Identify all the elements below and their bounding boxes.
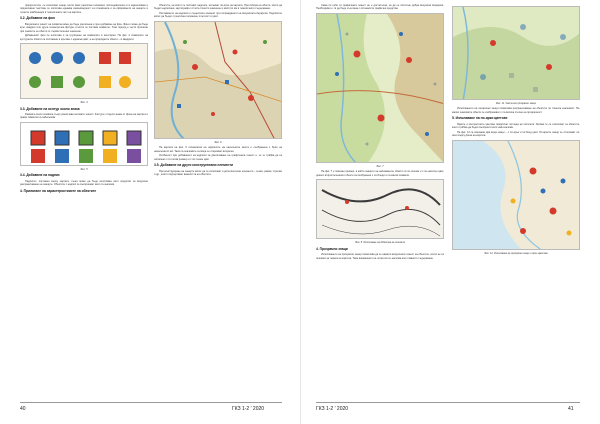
- figure-5: [20, 122, 148, 166]
- figure-12-map-graphic: [453, 141, 580, 250]
- section-heading: 3.2. Добавяне на фон: [20, 16, 55, 21]
- figure-7-map: [316, 13, 444, 163]
- figure-6-map: [154, 21, 282, 139]
- right-page: [300, 0, 600, 424]
- figure-8-map-graphic: [317, 180, 444, 239]
- section-heading: 4. Прилагане на характеристиките на обектите: [20, 188, 97, 193]
- figure-4-icons: [21, 44, 148, 99]
- figure-8-map: [316, 179, 444, 239]
- section-heading: 3.5. Добавяне на други конструктивни елементи: [154, 163, 233, 168]
- page-number: 40: [20, 406, 26, 412]
- figure-4: [20, 43, 148, 99]
- paragraph: Сама по себе си графичната тежест не е достатъчна, за да се постигне добра визуална йерархия. Необходимо е тя да бъде съчетана с останалите графични средства.: [316, 4, 444, 11]
- paragraph: Обектите, на които се поставят надписи, изпъкват по-ясно на картата. При избора на обекти, които да бъдат надписани, картографът отчита тяхното значение и мястото им в тематичното съдържание.: [154, 4, 282, 11]
- figure-caption: Фиг. 7: [376, 164, 384, 168]
- figure-5-icons: [21, 123, 148, 166]
- paragraph: Надписът, поставен върху картата, също може да бъде използван като средство за визуално разграничаване на знаците. Обектите с надпис се възприемат като по-значими.: [20, 179, 148, 187]
- figure-7-map-graphic: [317, 14, 444, 163]
- figure-caption: Фиг. 12. Използване на прозрачни знаци и ярки цветове: [484, 251, 548, 255]
- figure-12-map: [452, 140, 580, 250]
- figure-caption: Фиг. 5: [80, 167, 88, 171]
- left-col-2: [154, 4, 282, 402]
- paragraph: Визуалната тежест на символа може да бъде увеличена и чрез добавяне на фон. Фонът може да бъде кръг, квадрат или друга геометрична фигура, в която се поставя символът. Този подход е често прилаган при значките за обекти от първостепенно значение.: [20, 22, 148, 33]
- paragraph: Особеност при добавянето на надписи за увеличаване на графичната тежест е, че те трябва да са изписани с по-голям размер и с по-тъмен цвят.: [154, 154, 282, 161]
- paragraph: приоритетите, се използват знаци, които имат различна големина; последователно и в надзаглавни и подзаглавни текстове се използва еднаква закономерност за големината и за оформянето на знаците и техните комбинации в тематичната част на картата.: [20, 4, 148, 14]
- footer-rule: [316, 402, 580, 403]
- section-heading: 5. Използване на по-ярки цветове: [452, 116, 508, 121]
- figure-caption: Фиг. 4: [80, 101, 88, 105]
- paragraph: Използването на прозрачни знаци позволява да се намали визуалната тежест на обектите, които не са основни за темата на картата. Така вниманието на читателя се насочва към главното съдържание.: [316, 253, 444, 260]
- journal-name: ГКЗ 1-2 ' 2020: [316, 406, 349, 412]
- paragraph: Рамката около символа също увеличава неговата тежест. Контурът отделя знака от фона на картата и прави символа по-забележим.: [20, 112, 148, 120]
- footer-rule: [20, 402, 282, 403]
- paragraph: При конструиране на знаците могат да се използват и допълнителни елементи – сенки, рамки, стрелки и др., които подчертават важността на обектите.: [154, 169, 282, 176]
- figure-11-map: [452, 6, 580, 100]
- right-col-1: [316, 4, 444, 402]
- paragraph: На фиг. 12 са показани два вида знаци – с по-ярък и по-блед цвят. По-ярките знаци се отличават по-ясно върху фона на картата.: [452, 130, 580, 138]
- figure-caption: Фиг. 11. Частично прозрачни знаци: [495, 102, 537, 105]
- figure-caption: Фиг. 8. Използване на дебелина на линията: [355, 241, 405, 245]
- right-col-2: [452, 4, 580, 402]
- journal-name: ГКЗ 1-2 ' 2020: [232, 406, 265, 412]
- paragraph: Поставянето на надписи е съществен елемент при изграждането на визуалната йерархия. Надписите могат да бъдат с различна големина, плътност и цвят.: [154, 11, 282, 19]
- section-heading: 4. Прозрачни знаци: [316, 246, 348, 251]
- left-col-1: [20, 4, 148, 402]
- paragraph: Ярките и контрастните цветове привличат погледа на читателя. Затова те се използват за обектите, които трябва да бъдат възприети като най-значими.: [452, 122, 580, 130]
- paragraph: На фиг. 7 е показан пример, в който знаците на най-важните обекти са по-големи и с по-наситен цвят, докато второстепенните обекти са изобразени с по-бледи и по-малки символи.: [316, 170, 444, 177]
- paragraph: Добавеният фон се използва и за групиране на символите в категории. На фиг. 4 символите на културните обекти са поставени в кръгове с еднакъв цвят, а на природните обекти – в квадрати.: [20, 34, 148, 41]
- section-heading: 3.4. Добавяне на надпис: [20, 173, 60, 178]
- figure-caption: Фиг. 6: [214, 140, 222, 144]
- figure-6-map-graphic: [155, 22, 282, 139]
- paragraph: На картата на фиг. 6 големината на надписите на населените места е съобразена с броя на населението им. Така по-значимите селища се открояват визуално.: [154, 146, 282, 153]
- figure-11-map-graphic: [453, 7, 580, 100]
- paragraph: Използването на прозрачни знаци позволява разграничаване на обектите по тяхната значимост. По-малко значимите обекти се изобразяват с по-висока степен на прозрачност.: [452, 107, 580, 114]
- section-heading: 3.3. Добавяне на контур около знака: [20, 106, 80, 111]
- page-number: 41: [568, 406, 574, 412]
